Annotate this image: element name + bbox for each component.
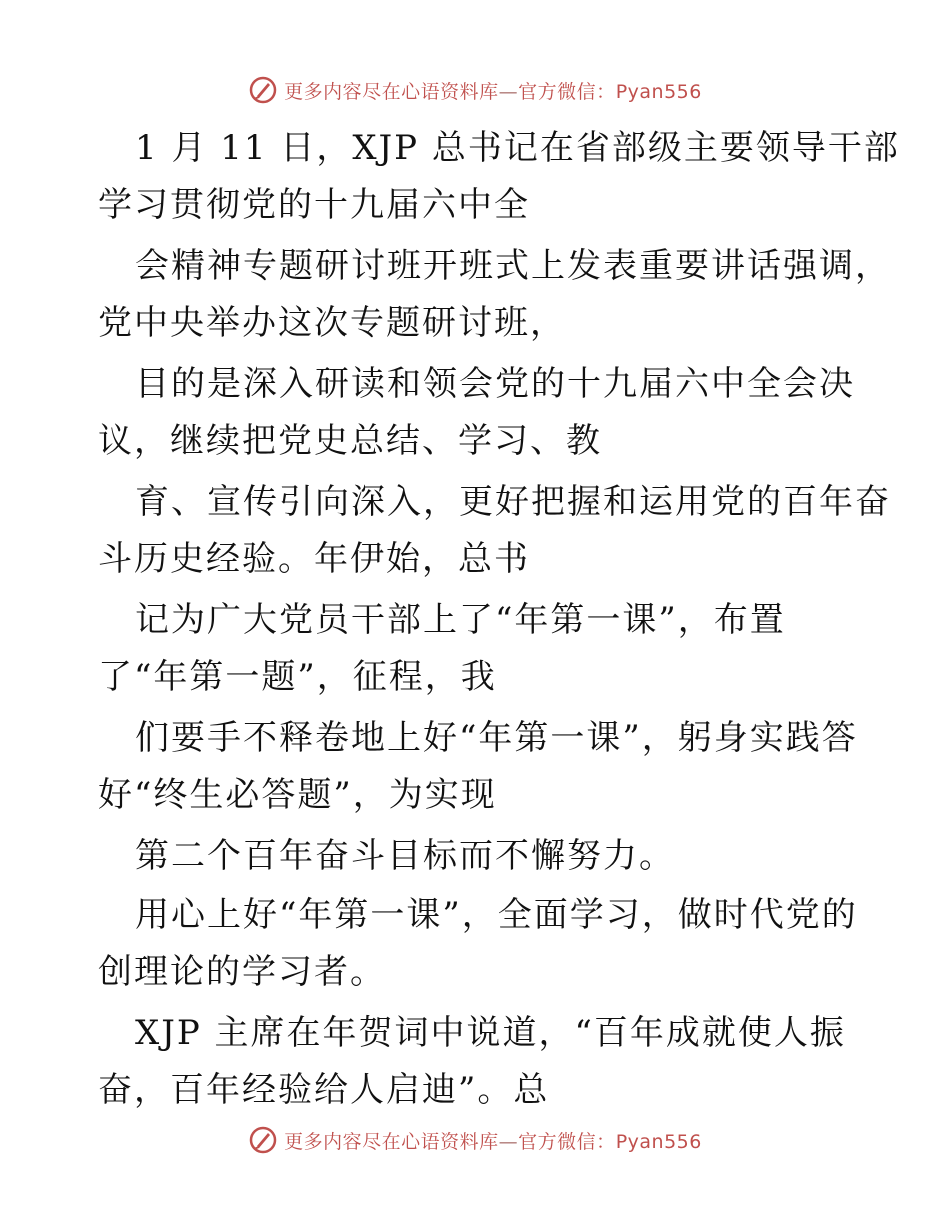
footer-watermark xyxy=(0,1120,950,1160)
text-line: 们要手不释卷地上好“年第一课”，躬身实践答 xyxy=(135,718,858,758)
text-line: 用心上好“年第一课”，全面学习，做时代党的 xyxy=(135,895,858,935)
text-line: 创理论的学习者。 xyxy=(98,952,386,992)
text-line: 议，继续把党史总结、学习、教 xyxy=(98,421,602,461)
watermark-text: 更多内容尽在心语资料库—官方微信：Pyan556 xyxy=(284,80,702,103)
text-line: 目的是深入研读和领会党的十九届六中全会决 xyxy=(135,364,855,404)
text-line: 记为广大党员干部上了“年第一课”，布置 xyxy=(135,600,786,640)
text-line: 会精神专题研讨班开班式上发表重要讲话强调， xyxy=(135,246,891,286)
text-line: 学习贯彻党的十九届六中全 xyxy=(98,185,530,225)
text-line: 斗历史经验。年伊始，总书 xyxy=(98,539,530,579)
header-watermark xyxy=(0,70,950,110)
text-line: 育、宣传引向深入，更好把握和运用党的百年奋 xyxy=(135,482,891,522)
text-line: XJP 主席在年贺词中说道，“百年成就使人振 xyxy=(135,1013,846,1053)
text-line: 了“年第一题”，征程，我 xyxy=(98,657,497,697)
quill-logo-icon xyxy=(248,1125,278,1155)
text-line: 好“终生必答题”，为实现 xyxy=(98,775,497,815)
text-line: 奋，百年经验给人启迪”。总 xyxy=(98,1070,550,1110)
text-line: 党中央举办这次专题研讨班， xyxy=(98,303,566,343)
watermark-text: 更多内容尽在心语资料库—官方微信：Pyan556 xyxy=(284,1130,702,1153)
quill-logo-icon xyxy=(248,75,278,105)
text-line: 第二个百年奋斗目标而不懈努力。 xyxy=(135,836,675,876)
text-line: 1 月 11 日，XJP 总书记在省部级主要领导干部 xyxy=(135,128,900,168)
